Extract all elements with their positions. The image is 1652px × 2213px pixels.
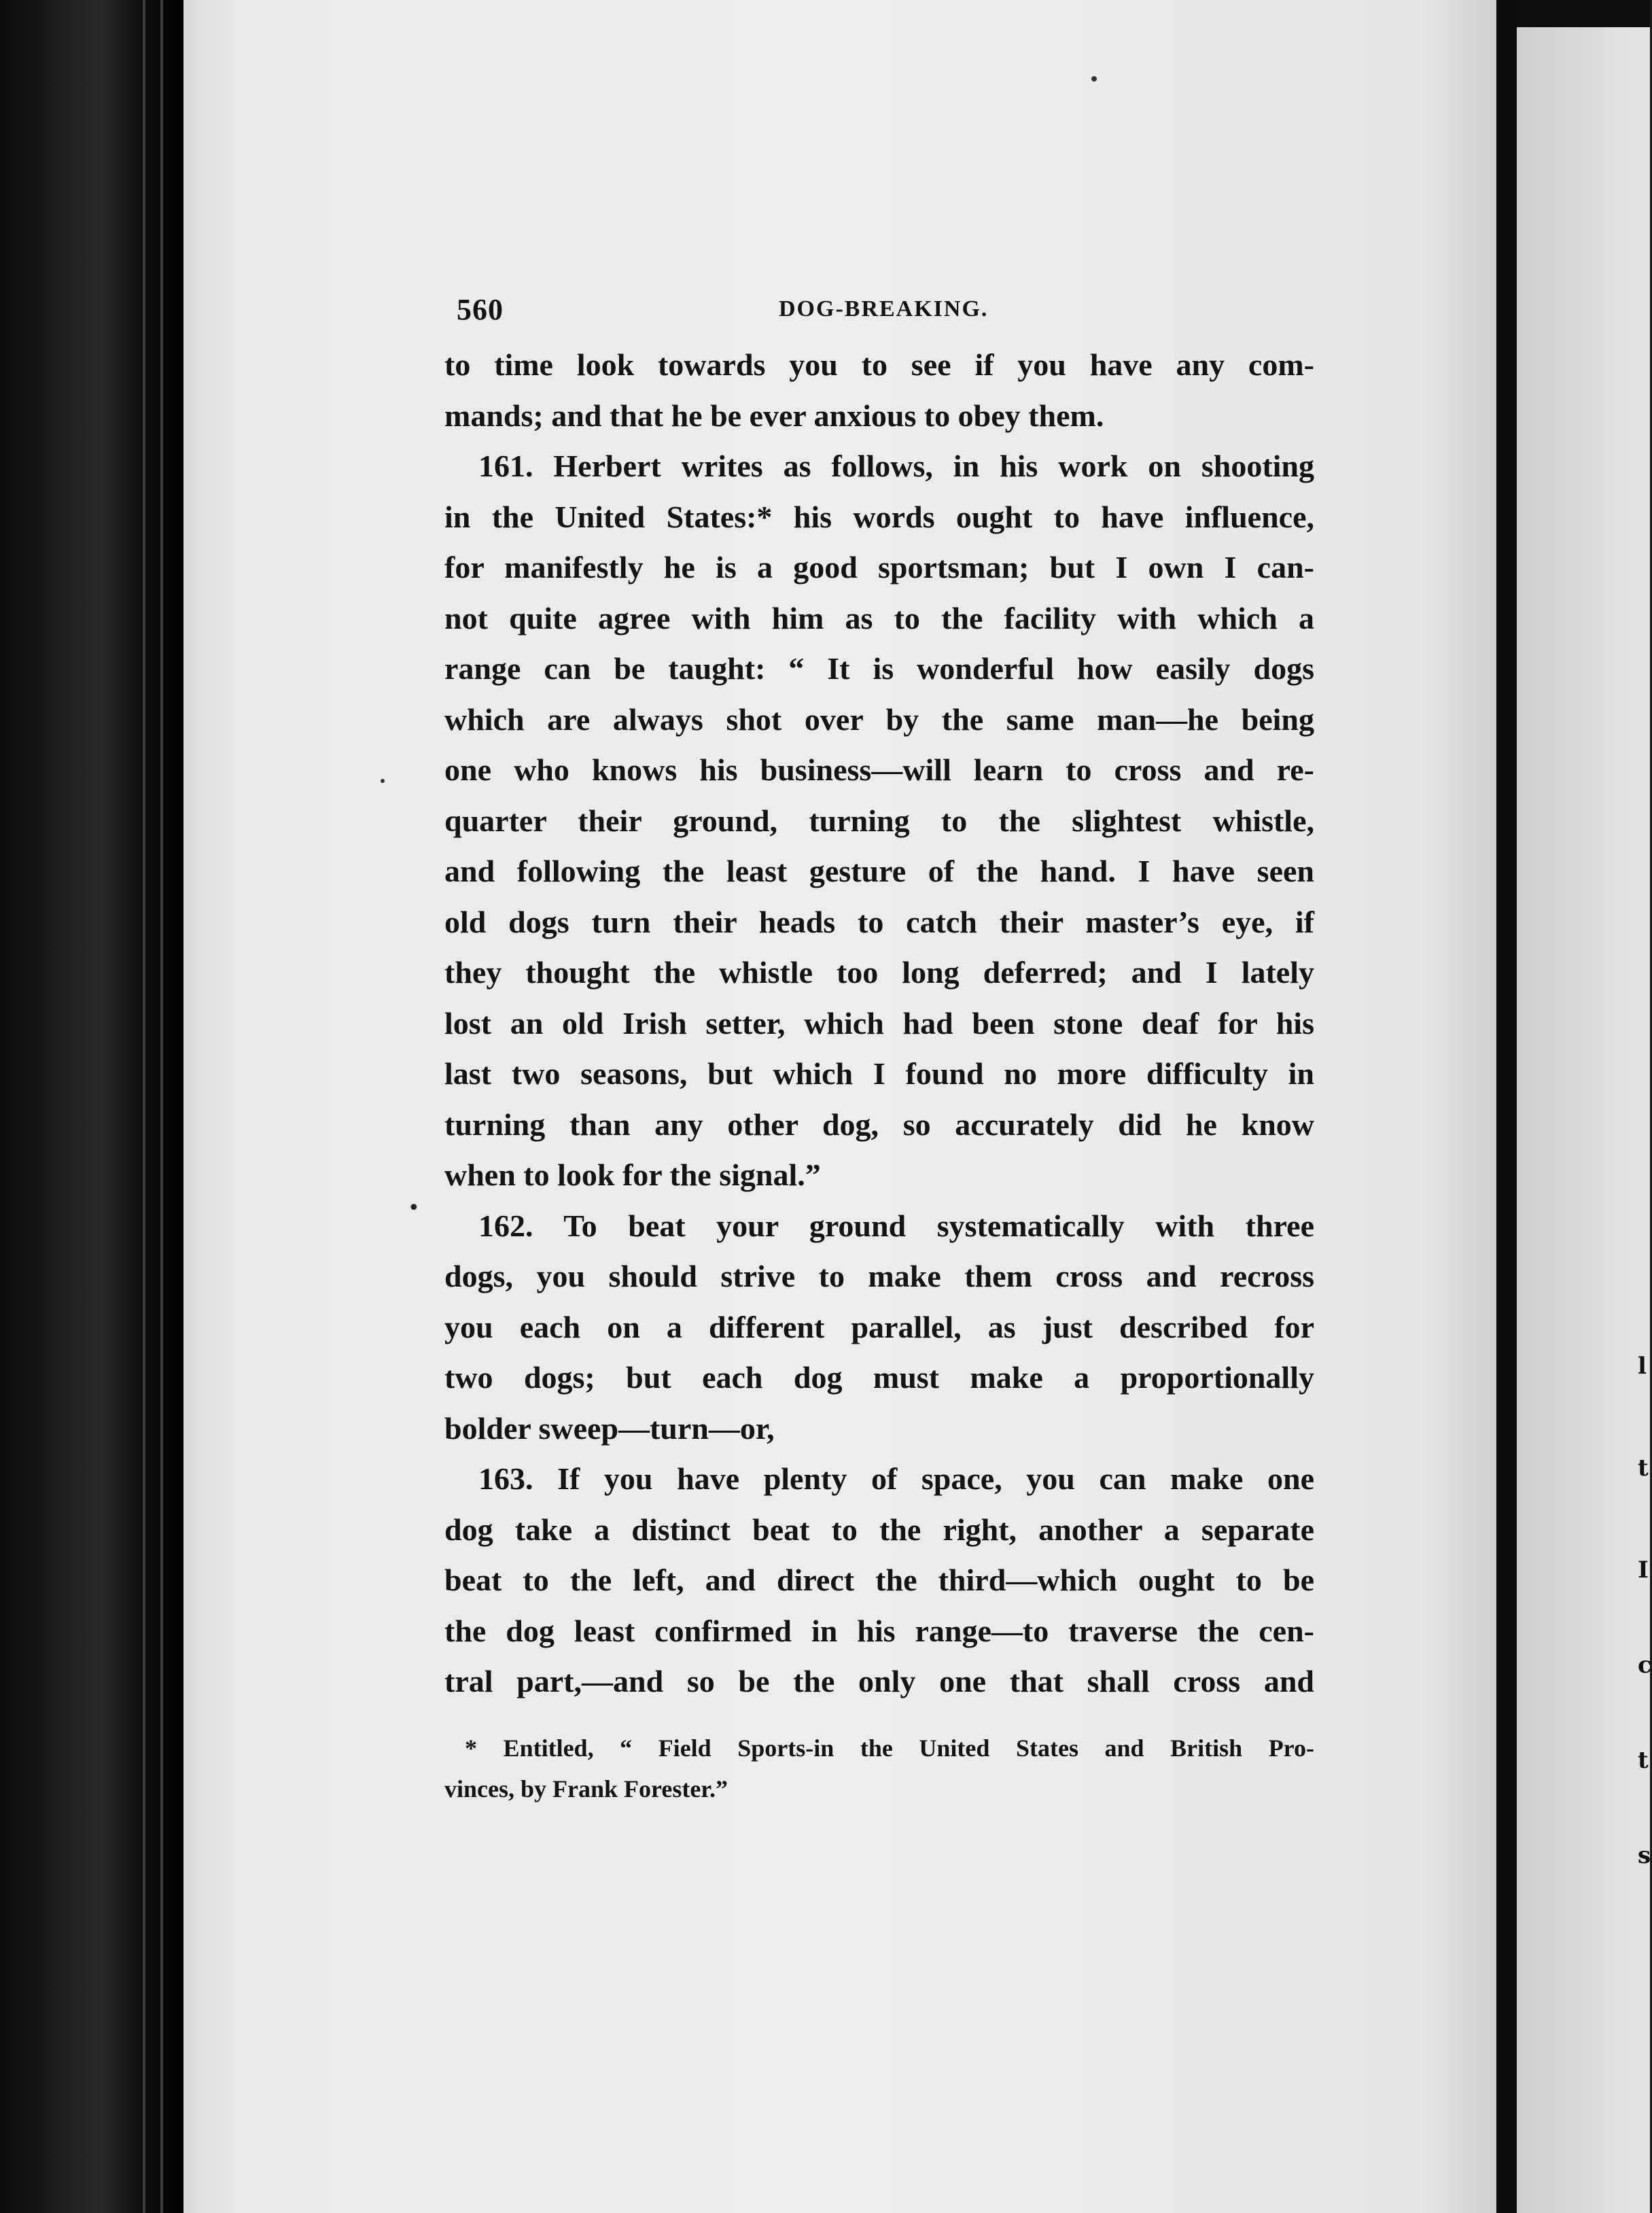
facing-page-letter: s xyxy=(1638,1842,1651,1869)
facing-page-letter: c xyxy=(1638,1652,1652,1679)
text-line: for manifestly he is a good sportsman; but I own I can- xyxy=(444,550,1314,585)
binding-line xyxy=(143,0,145,2213)
footnote-line: * Entitled, “ Field Sports-in the United States and British Pro- xyxy=(465,1734,1314,1762)
text-line: last two seasons, but which I found no more difficulty in xyxy=(444,1056,1314,1091)
text-line: and following the least gesture of the hand. I have seen xyxy=(444,854,1314,888)
text-block xyxy=(444,285,1314,1809)
page-number: 560 xyxy=(457,293,504,326)
facing-page-letter: t xyxy=(1638,1454,1649,1482)
text-line: one who knows his business—will learn to cross and re- xyxy=(444,752,1314,787)
facing-page-letter: t xyxy=(1638,1747,1649,1774)
paragraph-163-start: 163. If you have plenty of space, you can make one xyxy=(478,1461,1314,1496)
text-line: old dogs turn their heads to catch their master’s eye, if xyxy=(444,904,1314,939)
text-line: quarter their ground, turning to the slightest whistle, xyxy=(444,803,1314,838)
text-line: two dogs; but each dog must make a proportionally xyxy=(444,1360,1314,1395)
text-line: not quite agree with him as to the facility with which a xyxy=(444,600,1314,635)
facing-page xyxy=(1517,27,1650,2213)
paragraph-162-start: 162. To beat your ground systematically with three xyxy=(478,1208,1314,1243)
right-gutter xyxy=(1496,0,1517,2213)
footnote-line: vinces, by Frank Forester.” xyxy=(444,1775,728,1802)
text-line: you each on a different parallel, as just described for xyxy=(444,1309,1314,1344)
binding-line xyxy=(160,0,163,2213)
margin-mark: • xyxy=(408,1196,420,1220)
footnote xyxy=(444,1728,1314,1809)
text-line: when to look for the signal.” xyxy=(444,1157,821,1192)
text-line: dogs, you should strive to make them cross and recross xyxy=(444,1259,1314,1293)
running-head xyxy=(444,285,1314,340)
book-binding xyxy=(0,0,183,2213)
facing-page-letter: l xyxy=(1638,1353,1647,1380)
text-line: the dog least confirmed in his range—to traverse the cen- xyxy=(444,1613,1314,1648)
running-title: DOG-BREAKING. xyxy=(779,296,989,321)
paragraph-161-start: 161. Herbert writes as follows, in his work on shooting xyxy=(478,449,1314,483)
facing-page-top-edge xyxy=(1517,0,1650,27)
text-line: mands; and that he be ever anxious to obey them. xyxy=(444,398,1104,433)
text-line: in the United States:* his words ought to have influence, xyxy=(444,499,1314,534)
ink-speck xyxy=(381,779,385,783)
text-line: lost an old Irish setter, which had been stone deaf for his xyxy=(444,1005,1314,1041)
text-line: which are always shot over by the same man—he being xyxy=(444,701,1314,737)
text-line: range can be taught: “ It is wonderful how easily dogs xyxy=(444,651,1314,686)
facing-page-letter: I xyxy=(1638,1556,1649,1584)
text-line: to time look towards you to see if you have any com- xyxy=(444,347,1314,382)
text-line: dog take a distinct beat to the right, another a separate xyxy=(444,1512,1314,1547)
text-line: tral part,—and so be the only one that shall cross and xyxy=(444,1664,1314,1698)
text-line: beat to the left, and direct the third—which ought to be xyxy=(444,1563,1314,1597)
text-line: turning than any other dog, so accurately did he know xyxy=(444,1106,1314,1142)
ink-speck xyxy=(1091,76,1097,82)
text-line: they thought the whistle too long deferred; and I lately xyxy=(444,955,1314,990)
text-line: bolder sweep—turn—or, xyxy=(444,1410,775,1446)
